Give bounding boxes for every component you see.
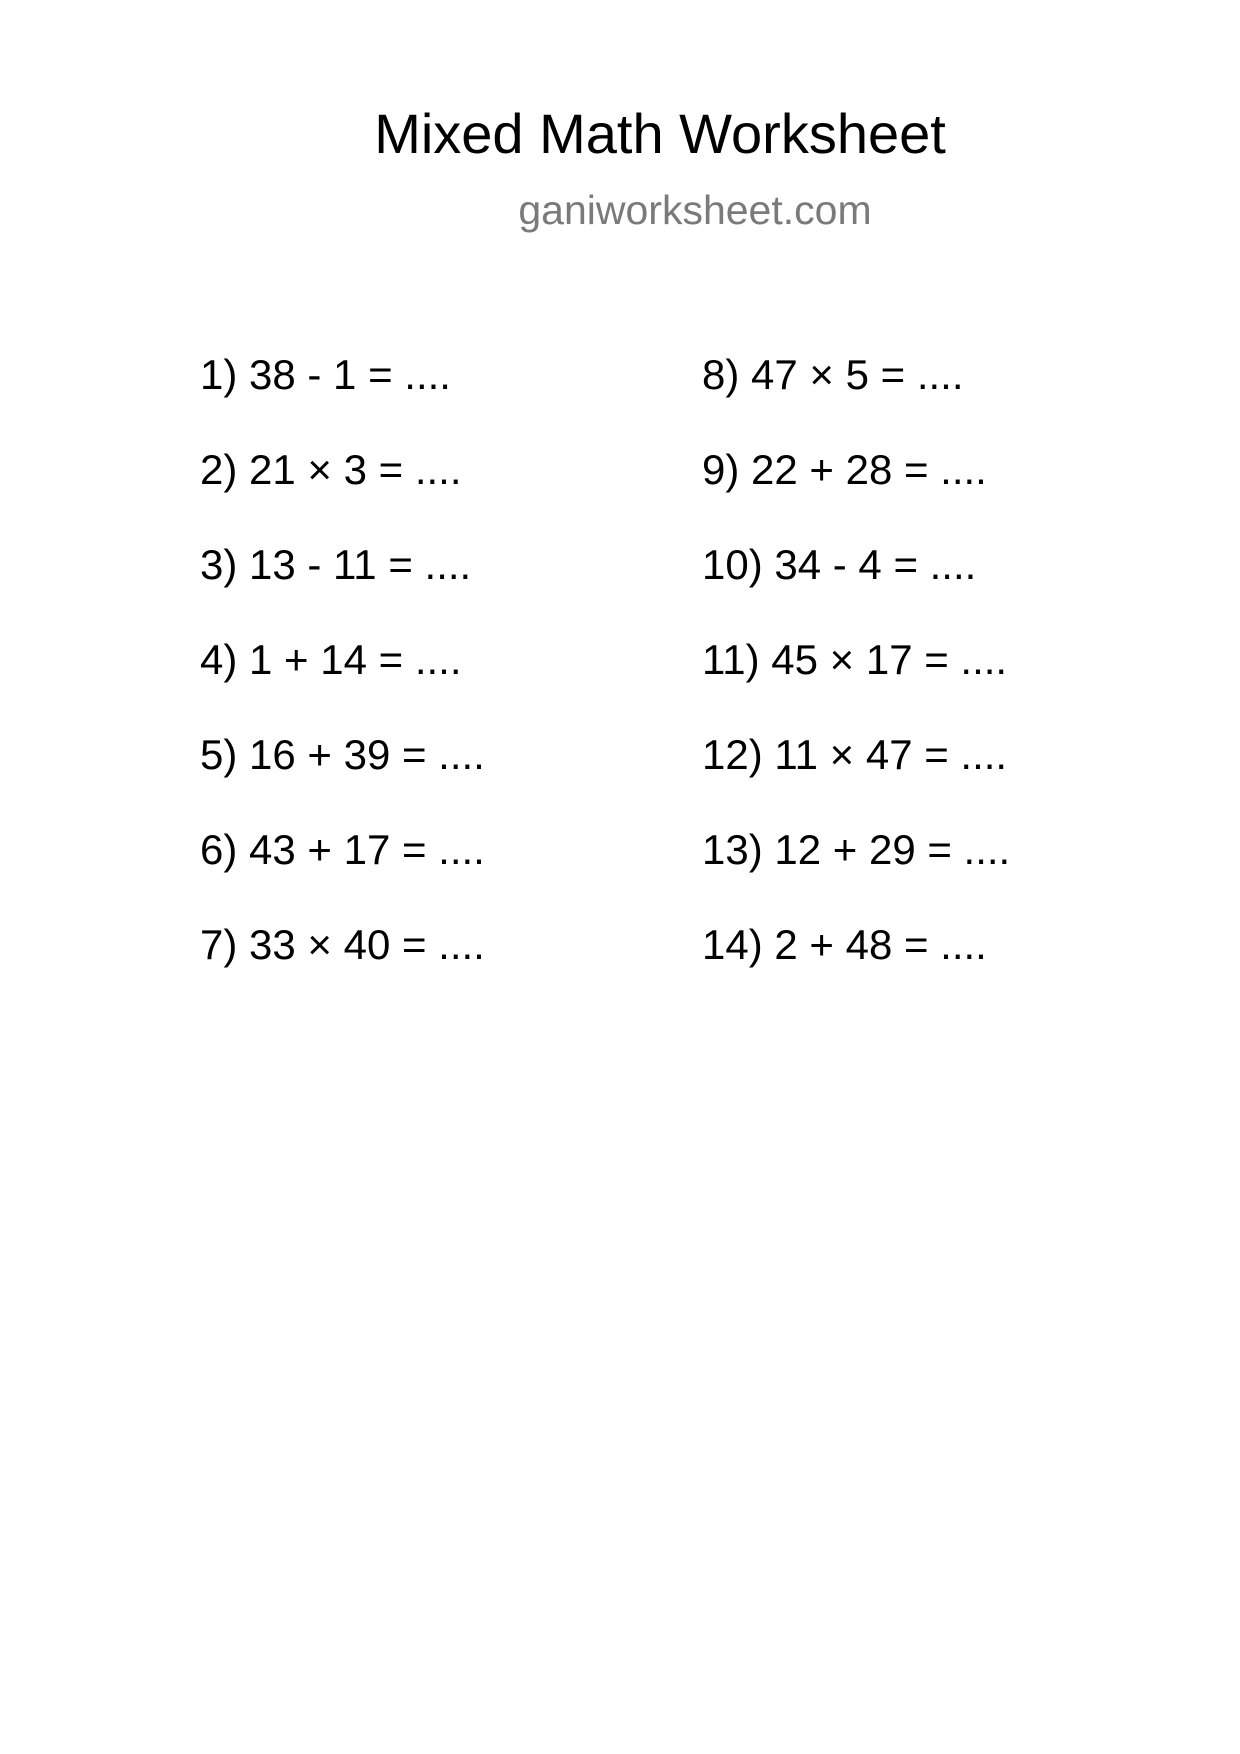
problem-6: 6) 43 + 17 = .... xyxy=(200,826,485,873)
problem-4: 4) 1 + 14 = .... xyxy=(200,636,462,683)
problems-column-left xyxy=(200,350,485,1015)
problem-11: 11) 45 × 17 = .... xyxy=(702,636,1008,683)
problem-12: 12) 11 × 47 = .... xyxy=(702,731,1008,778)
problem-13: 13) 12 + 29 = .... xyxy=(702,826,1011,873)
problem-5: 5) 16 + 39 = .... xyxy=(200,731,485,778)
problems-column-right xyxy=(702,350,1010,1015)
source-website: ganiworksheet.com xyxy=(518,187,872,233)
problem-3: 3) 13 - 11 = .... xyxy=(200,541,472,588)
problem-14: 14) 2 + 48 = .... xyxy=(702,921,987,968)
problem-8: 8) 47 × 5 = .... xyxy=(702,351,964,398)
page-title: Mixed Math Worksheet xyxy=(374,102,946,165)
problem-7: 7) 33 × 40 = .... xyxy=(200,921,485,968)
problem-2: 2) 21 × 3 = .... xyxy=(200,446,462,493)
problem-1: 1) 38 - 1 = .... xyxy=(200,351,451,398)
problem-10: 10) 34 - 4 = .... xyxy=(702,541,977,588)
problem-9: 9) 22 + 28 = .... xyxy=(702,446,987,493)
